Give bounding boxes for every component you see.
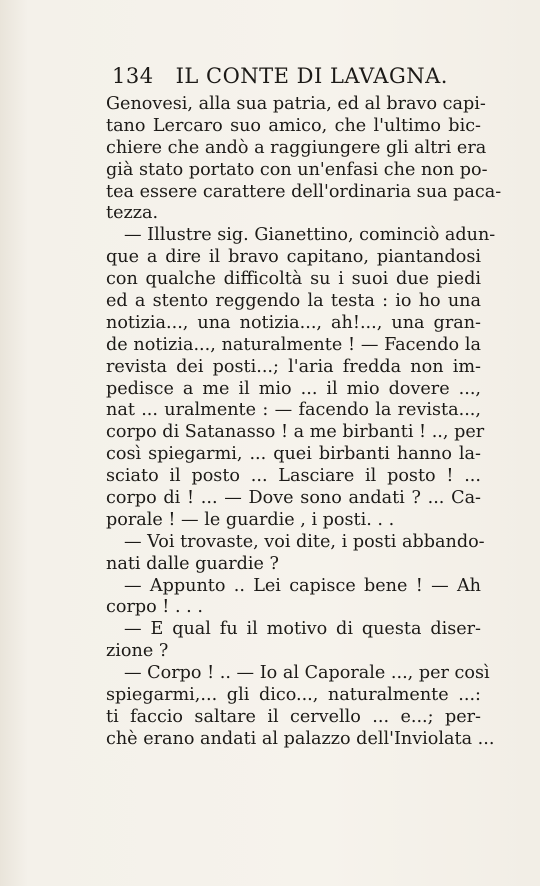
- text-line: porale ! — le guardie , i posti. . .: [106, 509, 395, 530]
- running-header: [112, 64, 482, 88]
- text-line: — E qual fu il motivo di questa diser-: [124, 619, 481, 640]
- text-line: corpo ! . . .: [106, 597, 203, 618]
- text-line: que a dire il bravo capitano, piantandosi: [106, 247, 481, 268]
- text-line: sciato il posto ... Lasciare il posto ! ...: [106, 466, 481, 487]
- text-line: revista dei posti...; l'aria fredda non im-: [106, 356, 481, 377]
- text-line: zione ?: [106, 641, 169, 662]
- text-line: chè erano andati al palazzo dell'Inviolata ...: [106, 728, 495, 749]
- text-line: Genovesi, alla sua patria, ed al bravo capi-: [106, 94, 486, 114]
- text-line: pedisce a me il mio ... il mio dovere ...,: [106, 378, 481, 399]
- page-number: 134: [112, 64, 154, 88]
- text-line: — Appunto .. Lei capisce bene ! — Ah: [124, 575, 481, 596]
- text-line: spiegarmi,... gli dico..., naturalmente ...:: [106, 685, 481, 706]
- text-line: — Voi trovaste, voi dite, i posti abbando-: [124, 531, 485, 552]
- text-line: ed a stento reggendo la testa : io ho una: [106, 291, 481, 312]
- text-line: de notizia..., naturalmente ! — Facendo la: [106, 334, 481, 355]
- text-line: tea essere carattere dell'ordinaria sua paca-: [106, 181, 502, 202]
- text-line: notizia..., una notizia..., ah!..., una gran-: [106, 312, 481, 333]
- text-line: — Corpo ! .. — Io al Caporale ..., per così: [124, 663, 490, 684]
- text-line: nati dalle guardie ?: [106, 553, 279, 574]
- text-line: corpo di ! ... — Dove sono andati ? ... Ca-: [106, 488, 481, 509]
- text-line: così spiegarmi, ... quei birbanti hanno la-: [106, 444, 481, 465]
- running-title: IL CONTE DI LAVAGNA.: [175, 64, 448, 88]
- text-line: nat ... uralmente : — facendo la revista...,: [106, 400, 481, 421]
- text-line: tezza.: [106, 203, 159, 224]
- text-line: con qualche difficoltà su i suoi due piedi: [106, 269, 481, 290]
- text-line: chiere che andò a raggiungere gli altri era: [106, 137, 487, 158]
- text-line: ti faccio saltare il cervello ... e...; per-: [106, 706, 481, 727]
- text-line: tano Lercaro suo amico, che l'ultimo bic-: [106, 115, 481, 136]
- text-line: già stato portato con un'enfasi che non po-: [106, 159, 488, 180]
- body-text: [106, 94, 502, 751]
- text-line: corpo di Satanasso ! a me birbanti ! .., per: [106, 422, 485, 443]
- text-line: — Illustre sig. Gianettino, cominciò adun-: [124, 225, 496, 246]
